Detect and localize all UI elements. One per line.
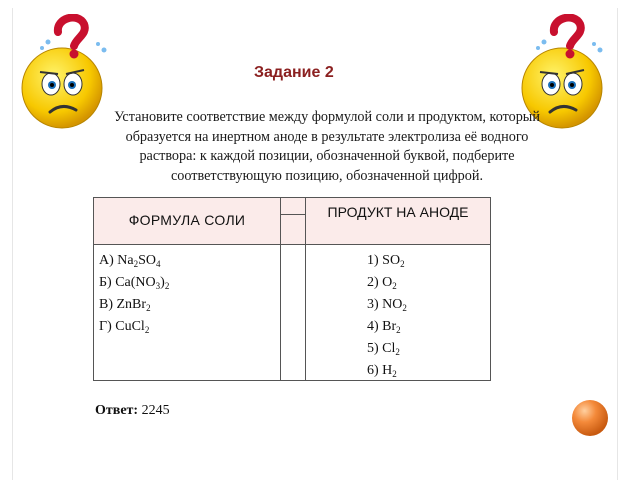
- salt-item-v: В) ZnBr$_2$: [99, 297, 151, 313]
- header-anode-product: ПРОДУКТ НА АНОДЕ: [327, 204, 469, 220]
- orange-ball-icon: [571, 399, 609, 437]
- task-title: Задание 2: [254, 64, 334, 81]
- table-divider: [305, 198, 306, 380]
- middle-column-line: [280, 214, 305, 215]
- matching-table: [93, 197, 491, 381]
- product-item-3: 3) $NO_2$: [367, 297, 407, 313]
- salt-item-a: А) $Na_2SO_4$: [99, 253, 161, 269]
- product-item-4: 4) $Br_2$: [367, 319, 401, 335]
- answer-label: Ответ:: [95, 403, 139, 418]
- salt-item-g: Г) CuCl$_2$: [99, 319, 150, 335]
- header-salt-formula: ФОРМУЛА СОЛИ: [128, 212, 246, 228]
- product-list: [367, 250, 407, 382]
- product-item-5: 5) $Cl_2$: [367, 341, 400, 357]
- task-description: Установите соответствие между формулой соли и продуктом, который образуется на инертном аноде в результате электролиза её водного раствора: к каждой позиции, обозначенной буквой, подберите соответствующую позицию, обозначенной цифрой.: [114, 109, 540, 184]
- answer-value: 2245: [141, 403, 170, 418]
- answer: [95, 403, 170, 419]
- header-divider: [94, 244, 490, 245]
- product-item-1: 1) $SO_2$: [367, 253, 405, 269]
- table-divider: [280, 198, 281, 380]
- product-item-6: 6) $H_2$: [367, 363, 397, 379]
- salt-list: [99, 250, 169, 338]
- salt-item-b: Б) $Ca(NO_3)_2$: [99, 275, 170, 291]
- product-item-2: 2) $O_2$: [367, 275, 397, 291]
